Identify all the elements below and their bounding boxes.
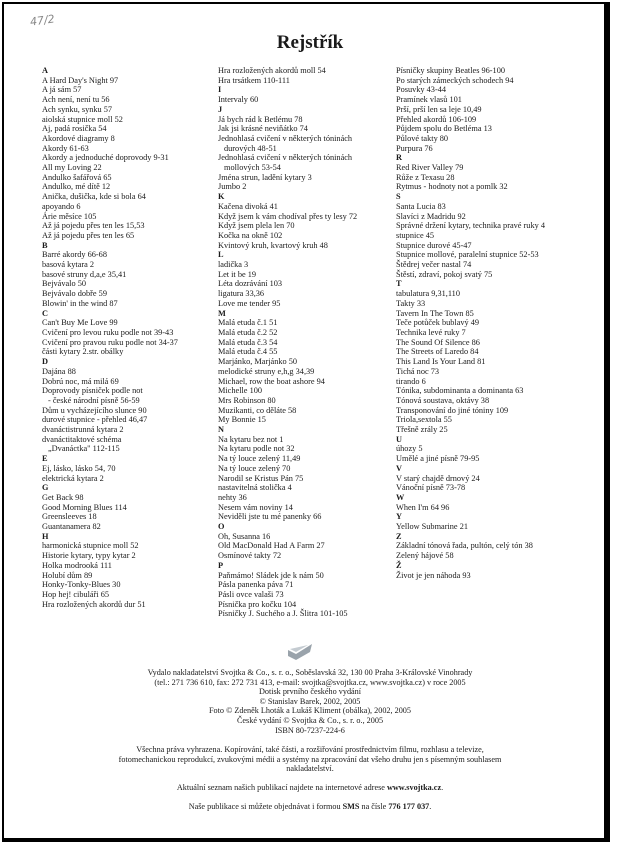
edition-note: Dotisk prvního českého vydání <box>258 687 362 697</box>
index-entry: Jednohlasá cvičení v některých tóninách <box>218 153 353 163</box>
isbn: ISBN 80-7237-224-6 <box>275 725 345 735</box>
index-entry: Půlové takty 80 <box>396 133 449 143</box>
index-entry: Intervaly 60 <box>218 95 259 105</box>
index-entry: Rytmus - hodnoty not a pomlk 32 <box>396 182 508 192</box>
index-entry: Slavíci z Madridu 92 <box>396 211 466 221</box>
index-entry: „Dvanáctka" 112-115 <box>48 444 120 454</box>
index-entry: Oh, Susanna 16 <box>218 531 271 541</box>
copyright-photo: Foto © Zdeněk Lhoták a Lukáš Kliment (obálka), 2002, 2005 <box>209 706 411 716</box>
index-entry: Stupnice mollové, paralelní stupnice 52-53 <box>396 250 539 260</box>
index-entry: Dobrú noc, má milá 69 <box>42 376 119 386</box>
index-letter-heading: M <box>218 308 226 318</box>
index-entry: Hra trsátkem 110-111 <box>218 75 290 85</box>
index-entry: Po starých zámeckých schodech 94 <box>396 75 514 85</box>
index-entry: Aj, padá rosička 54 <box>42 124 107 134</box>
index-entry: mollových 53-54 <box>224 163 281 173</box>
index-letter-heading: U <box>396 434 402 444</box>
index-entry: Akordy 61-63 <box>42 143 89 153</box>
rights-line: Všechna práva vyhrazena. Kopírování, také části, a rozšiřování prostřednictvím filmu, rozhlasu a televize, <box>136 745 484 755</box>
index-entry: Malá etuda č.2 52 <box>218 327 278 337</box>
index-entry: The Sound Of Silence 86 <box>396 337 480 347</box>
index-entry: Stupnice durové 45-47 <box>396 240 472 250</box>
index-entry: Prší, prší len sa leje 10,49 <box>396 104 482 114</box>
index-entry: Růže z Texasu 28 <box>396 172 455 182</box>
index-entry: tabulatura 9,31,110 <box>396 289 460 299</box>
index-entry: nehty 36 <box>218 492 247 502</box>
index-entry: My Bonnie 15 <box>218 415 266 425</box>
index-entry: Technika levé ruky 7 <box>396 327 466 337</box>
index-entry: Andulko, mé dítě 12 <box>42 182 111 192</box>
index-entry: Umělé a jiné písně 79-95 <box>396 454 480 464</box>
index-entry: Cvičení pro levou ruku podle not 39-43 <box>42 327 174 337</box>
index-entry: elektrická kytara 2 <box>42 473 104 483</box>
index-entry: ladička 3 <box>218 260 249 270</box>
index-entry: ligatura 33,36 <box>218 289 265 299</box>
index-entry: Love me tender 95 <box>218 298 281 308</box>
index-entry: Cvičení pro pravou ruku podle not 34-37 <box>42 337 178 347</box>
index-entry: Pramínek vlasů 101 <box>396 95 462 105</box>
index-entry: Can't Buy Me Love 99 <box>42 318 118 328</box>
index-entry: Když jsem k vám chodíval přes ty lesy 72 <box>218 211 358 221</box>
index-entry: Kačena divoká 41 <box>218 201 278 211</box>
publisher-line: Vydalo nakladatelství Svojtka & Co., s. r. o., Soběslavská 32, 130 00 Praha 3-Královské Vinohrady <box>147 668 473 677</box>
index-entry: Život je jen náhoda 93 <box>396 570 471 580</box>
index-entry: Na tý louce zelený 70 <box>218 463 291 473</box>
index-letter-heading: T <box>396 279 402 289</box>
index-entry: Půjdem spolu do Betléma 13 <box>396 124 492 134</box>
index-entry: durové stupnice - přehled 46,47 <box>42 415 148 425</box>
index-entry: Blowin' in the wind 87 <box>42 298 118 308</box>
index-entry: Good Morning Blues 114 <box>42 502 127 512</box>
index-column-3 <box>396 66 576 580</box>
rights-line: nakladatelství. <box>286 764 334 774</box>
index-entry: Tónová soustava, oktávy 38 <box>396 395 490 405</box>
index-entry: This Land Is Your Land 81 <box>396 357 486 367</box>
index-entry: Holubí dům 89 <box>42 570 93 580</box>
index-letter-heading: V <box>396 463 402 473</box>
index-entry: Old MacDonald Had A Farm 27 <box>218 541 325 551</box>
index-column-1 <box>42 66 214 609</box>
index-entry: Jména strun, ladění kytary 3 <box>218 172 312 182</box>
index-entry: Muzikanti, co děláte 58 <box>218 405 297 415</box>
rights-line: fotomechanickou reprodukcí, zvukovými médii a systémy na zpracování dat všeho druhu jen s písemným souhlasem <box>118 754 502 764</box>
index-entry: Hop hej! cibuláři 65 <box>42 589 110 599</box>
index-entry: Akordy a jednoduché doprovody 9-31 <box>42 153 169 163</box>
index-entry: Štědrej večer nastal 74 <box>396 260 472 270</box>
index-entry: When I'm 64 96 <box>396 502 450 512</box>
index-entry: Takty 33 <box>396 298 426 308</box>
index-entry: A Hard Day's Night 97 <box>42 75 119 85</box>
index-letter-heading: C <box>42 308 48 318</box>
copyright-author: © Stanislav Barek, 2002, 2005 <box>259 696 361 706</box>
imprint <box>60 668 560 811</box>
index-letter-heading: D <box>42 357 48 367</box>
index-entry: nastavitelná stolička 4 <box>218 483 292 493</box>
index-entry: Kočka na okně 102 <box>218 230 283 240</box>
index-entry: Akordové diagramy 8 <box>42 133 115 143</box>
publisher-contact: (tel.: 271 736 610, fax: 272 731 413, e-mail: svojtka@svojtka.cz, www.svojtka.cz) v roce 2005 <box>154 677 466 687</box>
index-entry: Na kytaru podle not 32 <box>218 444 295 454</box>
index-entry: Jak jsi krásné neviňátko 74 <box>218 124 308 134</box>
index-entry: durových 48-51 <box>224 143 277 153</box>
index-letter-heading: Z <box>396 531 402 541</box>
index-entry: Bejvávalo dobře 59 <box>42 289 107 299</box>
index-letter-heading: B <box>42 240 48 250</box>
index-entry: Andulko šafářová 65 <box>42 172 112 182</box>
index-entry: Malá etuda č.3 54 <box>218 337 278 347</box>
index-entry: Kvintový kruh, kvartový kruh 48 <box>218 240 328 250</box>
index-entry: Yellow Submarine 21 <box>396 522 468 532</box>
index-entry: Posuvky 43-44 <box>396 85 447 95</box>
index-entry: úhozy 5 <box>396 444 423 454</box>
index-entry: Triola,sextola 55 <box>396 415 452 425</box>
index-letter-heading: A <box>42 66 48 75</box>
index-entry: Red River Valley 79 <box>396 163 464 173</box>
index-entry: Dům u vycházejícího slunce 90 <box>42 405 147 415</box>
index-entry: Zelený hájové 58 <box>396 551 454 561</box>
index-entry: Doprovody písniček podle not <box>42 386 143 396</box>
publisher-logo-icon <box>286 640 314 662</box>
index-entry: Historie kytary, typy kytar 2 <box>42 551 136 561</box>
index-entry: The Streets of Laredo 84 <box>396 347 479 357</box>
index-entry: Pásla panenka páva 71 <box>218 580 294 590</box>
index-entry: Písničky skupiny Beatles 96-100 <box>396 66 506 75</box>
index-entry: Let it be 19 <box>218 269 257 279</box>
index-entry: melodické struny e,h,g 34,39 <box>218 366 315 376</box>
index-entry: Paňmámo! Sládek jde k nám 50 <box>218 570 324 580</box>
index-entry: Purpura 76 <box>396 143 433 153</box>
index-entry: Nesem vám noviny 14 <box>218 502 293 512</box>
index-entry: Na kytaru bez not 1 <box>218 434 284 444</box>
copyright-czech: České vydání © Svojtka & Co., s. r. o., 2005 <box>236 715 384 725</box>
index-entry: basová kytara 2 <box>42 260 95 270</box>
index-letter-heading: I <box>218 85 222 95</box>
index-entry: apoyando 6 <box>42 201 81 211</box>
index-entry: Narodil se Kristus Pán 75 <box>218 473 304 483</box>
index-entry: Santa Lucia 83 <box>396 201 446 211</box>
index-entry: Písničky J. Suchého a J. Šlitra 101-105 <box>218 609 348 619</box>
index-entry: aiolská stupnice moll 52 <box>42 114 123 124</box>
index-letter-heading: K <box>218 192 225 202</box>
index-entry: - české národní písně 56-59 <box>48 395 140 405</box>
index-entry: Pásli ovce valaši 73 <box>218 589 284 599</box>
index-entry: Až já pojedu přes ten les 65 <box>42 230 135 240</box>
index-entry: Jumbo 2 <box>218 182 247 192</box>
index-entry: Malá etuda č.4 55 <box>218 347 278 357</box>
index-entry: Třešně zrály 25 <box>396 425 448 435</box>
index-entry: Přehled akordů 106-109 <box>396 114 477 124</box>
index-entry: Správné držení kytary, technika pravé ruky 4 <box>396 221 545 231</box>
index-entry: Tavern In The Town 85 <box>396 308 474 318</box>
index-entry: Ach není, není tu 56 <box>42 95 110 105</box>
index-entry: Základní tónová řada, pultón, celý tón 38 <box>396 541 533 551</box>
index-entry: Hra rozložených akordů dur 51 <box>42 599 146 609</box>
index-column-2 <box>218 66 392 619</box>
index-entry: Michael, row the boat ashore 94 <box>218 376 325 386</box>
index-entry: V starý chajdě drnový 24 <box>396 473 480 483</box>
index-entry: Hra rozložených akordů moll 54 <box>218 66 326 75</box>
index-letter-heading: H <box>42 531 49 541</box>
index-letter-heading: L <box>218 250 224 260</box>
index-letter-heading: R <box>396 153 402 163</box>
index-entry: All my Loving 22 <box>42 163 102 173</box>
sms-order-note: Naše publikace si můžete objednávat i formou SMS na čísle 776 177 037. <box>188 801 432 811</box>
index-letter-heading: J <box>218 104 223 114</box>
index-entry: Bejvávalo 50 <box>42 279 87 289</box>
index-entry: Jednohlasá cvičení v některých tóninách <box>218 133 353 143</box>
index-entry: Transponování do jiné tóniny 109 <box>396 405 509 415</box>
index-letter-heading: S <box>396 192 401 202</box>
index-entry: Vánoční písně 73-78 <box>396 483 466 493</box>
index-entry: dvanáctitaktové schéma <box>42 434 122 444</box>
index-entry: Malá etuda č.1 51 <box>218 318 278 328</box>
pencil-annotation: 47/2 <box>29 12 56 29</box>
index-entry: Štěstí, zdraví, pokoj svatý 75 <box>396 269 493 279</box>
index-entry: Árie měsíce 105 <box>42 211 97 221</box>
index-entry: Teče potůček bublavý 49 <box>396 318 480 328</box>
index-entry: Na tý louce zelený 11,49 <box>218 454 301 464</box>
catalog-note: Aktuální seznam našich publikací najdete na internetové adrese www.svojtka.cz. <box>176 782 444 792</box>
index-entry: tirando 6 <box>396 376 426 386</box>
index-entry: Barré akordy 66-68 <box>42 250 107 260</box>
index-entry: Tichá noc 73 <box>396 366 440 376</box>
index-entry: Osmínové takty 72 <box>218 551 282 561</box>
index-entry: Ej, lásko, lásko 54, 70 <box>42 463 116 473</box>
index-entry: Ach synku, synku 57 <box>42 104 113 114</box>
index-entry: A já sám 57 <box>42 85 82 95</box>
index-entry: Guantanamera 82 <box>42 522 101 532</box>
index-entry: Léta dozrávání 103 <box>218 279 283 289</box>
index-entry: Holka modrooká 111 <box>42 560 112 570</box>
website-link[interactable]: www.svojtka.cz <box>386 782 442 792</box>
index-entry: Get Back 98 <box>42 492 84 502</box>
index-letter-heading: N <box>218 425 224 435</box>
index-entry: Greensleeves 18 <box>42 512 97 522</box>
index-letter-heading: G <box>42 483 49 493</box>
page-title: Rejstřík <box>276 32 344 53</box>
index-entry: Michelle 100 <box>218 386 263 396</box>
index-entry: dvanáctistrunná kytara 2 <box>42 425 124 435</box>
index-entry: Neviděli jste tu mé panenky 66 <box>218 512 322 522</box>
index-letter-heading: O <box>218 522 225 532</box>
index-letter-heading: Ž <box>396 560 402 570</box>
index-entry: harmonická stupnice moll 52 <box>42 541 139 551</box>
index-entry: stupnice 45 <box>396 230 435 240</box>
index-letter-heading: Y <box>396 512 402 522</box>
index-entry: Písnička pro kočku 104 <box>218 599 297 609</box>
index-entry: Já bych rád k Betlému 78 <box>218 114 303 124</box>
index-entry: Až já pojedu přes ten les 15,53 <box>42 221 145 231</box>
index-letter-heading: E <box>42 454 48 464</box>
index-entry: Marjánko, Marjánko 50 <box>218 357 298 367</box>
index-entry: Honky-Tonky-Blues 30 <box>42 580 121 590</box>
sms-number: 776 177 037 <box>388 801 430 811</box>
index-entry: Mrs Robinson 80 <box>218 395 276 405</box>
index-entry: basové struny d,a,e 35,41 <box>42 269 127 279</box>
index-entry: Dajána 88 <box>42 366 76 376</box>
index-letter-heading: P <box>218 560 224 570</box>
index-entry: části kytary 2.str. obálky <box>42 347 124 357</box>
index-entry: Anička, dušička, kde si bola 64 <box>42 192 146 202</box>
index-letter-heading: W <box>396 492 405 502</box>
index-entry: Když jsem plela len 70 <box>218 221 295 231</box>
index-entry: Tónika, subdominanta a dominanta 63 <box>396 386 524 396</box>
